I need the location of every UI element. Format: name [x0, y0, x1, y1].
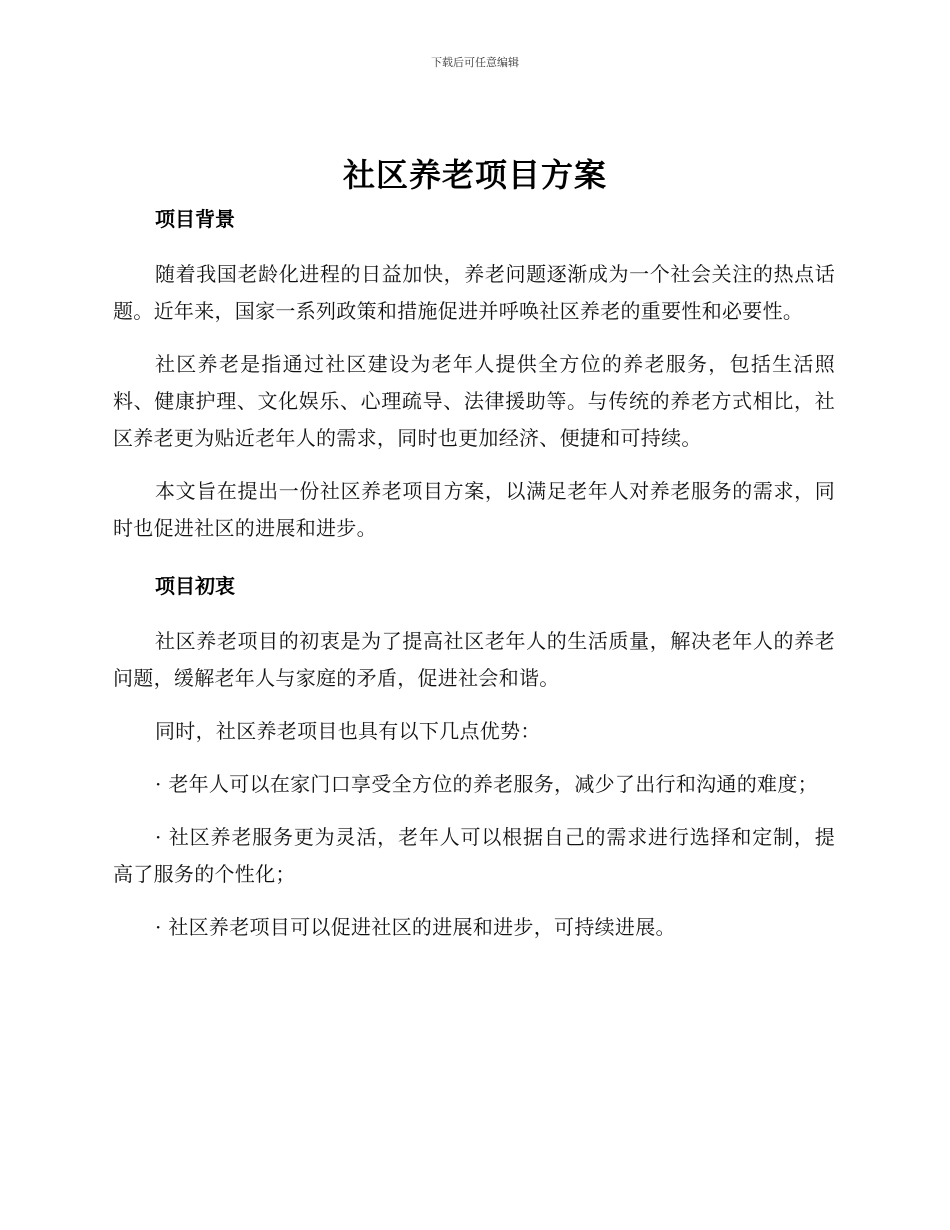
section-heading-motivation: 项目初衷 — [155, 574, 235, 598]
document-body — [113, 204, 835, 962]
paragraph: 本文旨在提出一份社区养老项目方案，以满足老年人对养老服务的需求，同时也促进社区的进展和进步。 — [113, 479, 835, 540]
section-heading-background: 项目背景 — [155, 207, 235, 231]
paragraph: 社区养老项目的初衷是为了提高社区老年人的生活质量，解决老年人的养老问题，缓解老年人与家庭的矛盾，促进社会和谐。 — [113, 629, 835, 690]
paragraph: 同时，社区养老项目也具有以下几点优势： — [155, 719, 541, 743]
paragraph: 社区养老是指通过社区建设为老年人提供全方位的养老服务，包括生活照料、健康护理、文化娱乐、心理疏导、法律援助等。与传统的养老方式相比，社区养老更为贴近老年人的需求，同时也更加经济、便捷和可持续。 — [113, 352, 835, 450]
document-title: 社区养老项目方案 — [342, 156, 607, 194]
bullet-item: · 社区养老服务更为灵活，老年人可以根据自己的需求进行选择和定制，提高了服务的个性化； — [113, 825, 835, 886]
bullet-item: · 社区养老项目可以促进社区的进展和进步，可持续进展。 — [155, 915, 676, 939]
bullet-item: · 老年人可以在家门口享受全方位的养老服务，减少了出行和沟通的难度； — [155, 772, 818, 796]
paragraph: 随着我国老龄化进程的日益加快，养老问题逐渐成为一个社会关注的热点话题。近年来，国家一系列政策和措施促进并呼唤社区养老的重要性和必要性。 — [113, 262, 835, 323]
header-note: 下载后可任意编辑 — [431, 56, 519, 69]
